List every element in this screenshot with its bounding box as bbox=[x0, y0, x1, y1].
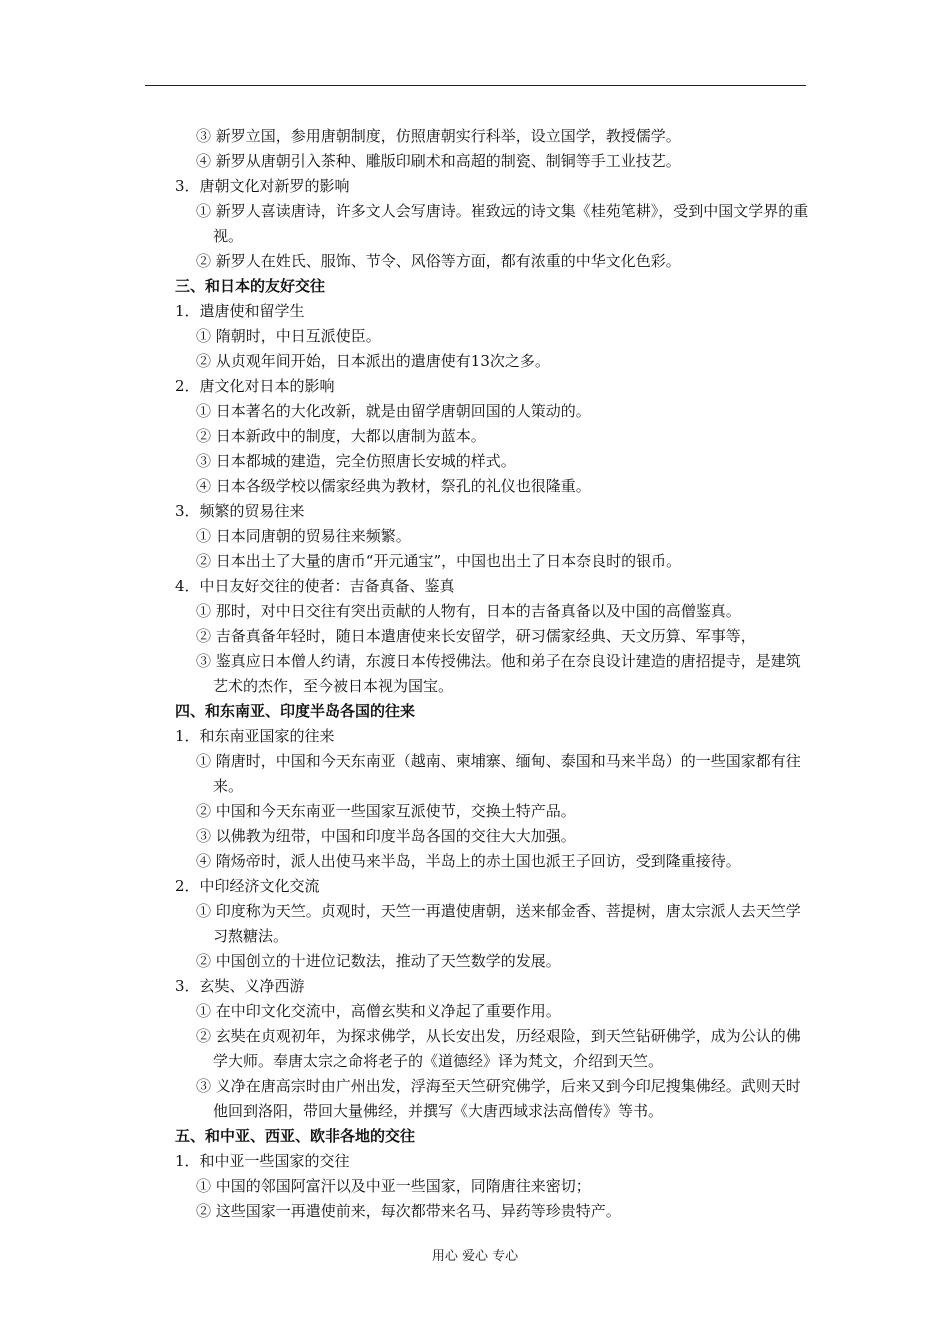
list-item: ① 中国的邻国阿富汗以及中亚一些国家，同隋唐往来密切； bbox=[196, 1177, 591, 1195]
list-item: ① 在中印文化交流中，高僧玄奘和义净起了重要作用。 bbox=[196, 1002, 561, 1020]
list-item: ③ 以佛教为纽带，中国和印度半岛各国的交往大大加强。 bbox=[196, 827, 576, 845]
section-heading: 四、和东南亚、印度半岛各国的往来 bbox=[175, 702, 416, 720]
header-rule bbox=[145, 85, 806, 86]
list-item: ④ 新罗从唐朝引入茶种、雕版印刷术和高超的制瓷、制铜等手工业技艺。 bbox=[196, 152, 681, 170]
subsection-heading: 4．中日友好交往的使者：吉备真备、鉴真 bbox=[175, 577, 455, 595]
list-item: ① 日本同唐朝的贸易往来频繁。 bbox=[196, 527, 411, 545]
list-item: ② 从贞观年间开始，日本派出的遣唐使有13次之多。 bbox=[196, 352, 550, 370]
list-item: ④ 隋炀帝时，派人出使马来半岛，半岛上的赤土国也派王子回访，受到隆重接待。 bbox=[196, 852, 741, 870]
list-item: ① 那时，对中日交往有突出贡献的人物有，日本的吉备真备以及中国的高僧鉴真。 bbox=[196, 602, 741, 620]
section-heading: 三、和日本的友好交往 bbox=[175, 277, 326, 295]
subsection-heading: 2．唐文化对日本的影响 bbox=[175, 377, 335, 395]
subsection-heading: 1．和东南亚国家的往来 bbox=[175, 727, 335, 745]
list-item: ② 日本新政中的制度，大都以唐制为蓝本。 bbox=[196, 427, 486, 445]
list-item: ② 日本出土了大量的唐币“开元通宝”，中国也出土了日本奈良时的银币。 bbox=[196, 552, 682, 570]
list-item: ① 印度称为天竺。贞观时，天竺一再遣使唐朝，送来郁金香、菩提树，唐太宗派人去天竺学习熬糖法。 bbox=[196, 902, 801, 945]
subsection-heading: 2．中印经济文化交流 bbox=[175, 877, 320, 895]
list-item: ③ 义净在唐高宗时由广州出发，浮海至天竺研究佛学，后来又到今印尼搜集佛经。武则天时他回到洛阳，带回大量佛经，并撰写《大唐西域求法高僧传》等书。 bbox=[196, 1077, 801, 1120]
document-body bbox=[175, 124, 815, 1224]
list-item: ③ 日本都城的建造，完全仿照唐长安城的样式。 bbox=[196, 452, 516, 470]
page-footer: 用心 爱心 专心 bbox=[431, 1249, 519, 1264]
subsection-heading: 1．遣唐使和留学生 bbox=[175, 302, 305, 320]
section-heading: 五、和中亚、西亚、欧非各地的交往 bbox=[175, 1127, 416, 1145]
list-item: ② 新罗人在姓氏、服饰、节令、风俗等方面，都有浓重的中华文化色彩。 bbox=[196, 252, 681, 270]
list-item: ② 中国和今天东南亚一些国家互派使节，交换土特产品。 bbox=[196, 802, 576, 820]
list-item: ② 这些国家一再遣使前来，每次都带来名马、异药等珍贵特产。 bbox=[196, 1202, 621, 1220]
list-item: ③ 新罗立国，参用唐朝制度，仿照唐朝实行科举，设立国学，教授儒学。 bbox=[196, 127, 681, 145]
list-item: ① 隋朝时，中日互派使臣。 bbox=[196, 327, 381, 345]
list-item: ③ 鉴真应日本僧人约请，东渡日本传授佛法。他和弟子在奈良设计建造的唐招提寺，是建筑艺术的杰作，至今被日本视为国宝。 bbox=[196, 652, 801, 695]
list-item: ② 吉备真备年轻时，随日本遣唐使来长安留学，研习儒家经典、天文历算、军事等， bbox=[196, 627, 756, 645]
list-item: ① 隋唐时，中国和今天东南亚（越南、柬埔寨、缅甸、泰国和马来半岛）的一些国家都有往来。 bbox=[196, 752, 801, 795]
list-item: ② 玄奘在贞观初年，为探求佛学，从长安出发，历经艰险，到天竺钻研佛学，成为公认的佛学大师。奉唐太宗之命将老子的《道德经》译为梵文，介绍到天竺。 bbox=[196, 1027, 801, 1070]
subsection-heading: 3．唐朝文化对新罗的影响 bbox=[175, 177, 350, 195]
list-item: ② 中国创立的十进位记数法，推动了天竺数学的发展。 bbox=[196, 952, 561, 970]
list-item: ④ 日本各级学校以儒家经典为教材，祭孔的礼仪也很隆重。 bbox=[196, 477, 591, 495]
list-item: ① 新罗人喜读唐诗，许多文人会写唐诗。崔致远的诗文集《桂苑笔耕》，受到中国文学界的重视。 bbox=[196, 202, 809, 245]
subsection-heading: 3．频繁的贸易往来 bbox=[175, 502, 305, 520]
list-item: ① 日本著名的大化改新，就是由留学唐朝回国的人策动的。 bbox=[196, 402, 591, 420]
subsection-heading: 3．玄奘、义净西游 bbox=[175, 977, 305, 995]
subsection-heading: 1．和中亚一些国家的交往 bbox=[175, 1152, 350, 1170]
